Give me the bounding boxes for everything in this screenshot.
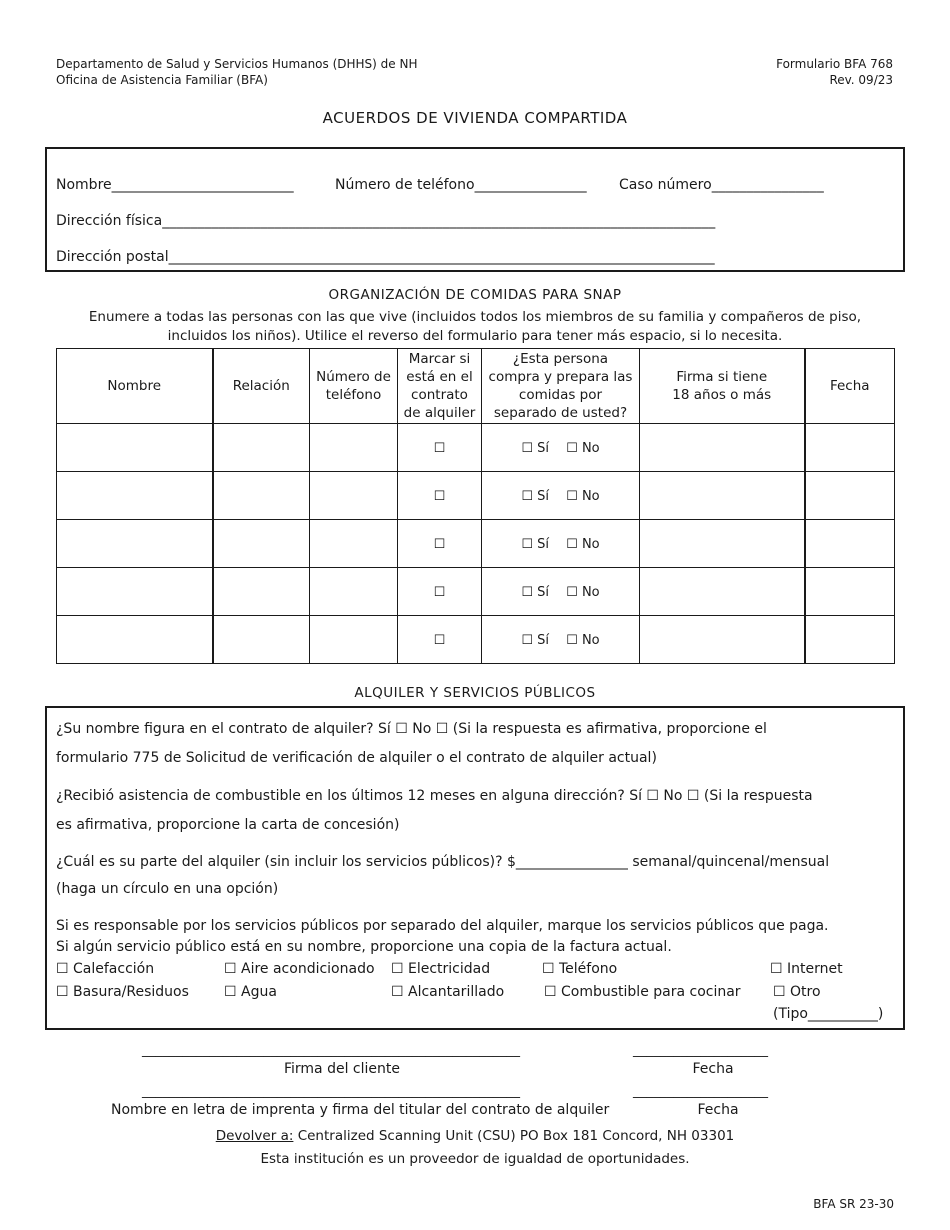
utilities-instructions-line1: Si es responsable por los servicios públicos por separado del alquiler, marque los servicios públicos que paga. [56,918,829,934]
utility-water-checkbox[interactable]: ☐ Agua [224,984,277,1000]
physical-address-label: Dirección física [56,213,163,229]
date-cell[interactable] [805,520,895,568]
yes-checkbox[interactable]: ☐ Sí [521,632,549,648]
utility-cooking-fuel-checkbox[interactable]: ☐ Combustible para cocinar [544,984,741,1000]
lease-checkbox[interactable] [398,472,482,520]
col-date-header: Fecha [805,349,895,424]
col-name-header: Nombre [57,349,213,424]
form-revision: Rev. 09/23 [829,73,893,87]
fuel-question-line2: es afirmativa, proporcione la carta de concesión) [56,817,400,833]
date-cell[interactable] [805,424,895,472]
col-phone-l2: teléfono [325,387,382,403]
col-signature-l1: Firma si tiene [676,369,768,385]
name-cell[interactable] [57,424,213,472]
return-address-text: Centralized Scanning Unit (CSU) PO Box 181 Concord, NH 03301 [293,1128,735,1144]
form-number: Formulario BFA 768 [776,57,893,71]
yes-checkbox[interactable]: ☐ Sí [521,536,549,552]
office-name: Oficina de Asistencia Familiar (BFA) [56,73,268,87]
client-signature-label: Firma del cliente [283,1061,400,1077]
equal-opportunity-statement: Esta institución es un proveedor de igualdad de oportunidades. [260,1151,690,1167]
date-cell[interactable] [805,568,895,616]
household-table-header [57,349,895,424]
utility-phone-checkbox[interactable]: ☐ Teléfono [542,961,618,977]
relation-cell[interactable] [213,520,310,568]
no-checkbox[interactable]: ☐ No [566,632,600,648]
case-number-field[interactable] [619,177,824,193]
table-row [57,424,895,472]
date-cell[interactable] [805,616,895,664]
household-table [56,348,895,664]
phone-cell[interactable] [310,568,398,616]
col-lease-l1: Marcar si [408,351,471,367]
name-label: Nombre [56,177,112,193]
phone-cell[interactable] [310,424,398,472]
utility-other-checkbox[interactable]: ☐ Otro [773,984,821,1000]
lease-checkbox[interactable] [398,520,482,568]
snap-section-title: ORGANIZACIÓN DE COMIDAS PARA SNAP [328,287,622,303]
name-cell[interactable] [57,520,213,568]
case-number-line[interactable]: ________________ [711,177,824,193]
table-row [57,616,895,664]
col-lease-l2: está en el [406,369,473,385]
mailing-address-field[interactable] [56,249,715,265]
phone-label: Número de teléfono [335,177,475,193]
rent-share-question-line1[interactable]: ¿Cuál es su parte del alquiler (sin incluir los servicios públicos)? $________________ semanal/quincenal/mensual [56,854,830,870]
physical-address-line[interactable]: _______________________________________________________________________________ [162,213,716,229]
mailing-address-label: Dirección postal [56,249,169,265]
utility-heating-checkbox[interactable]: ☐ Calefacción [56,961,155,977]
return-address [0,1128,950,1144]
col-phone-header [310,349,398,424]
phone-field[interactable] [335,177,587,193]
name-field[interactable] [56,177,294,193]
relation-cell[interactable] [213,424,310,472]
name-cell[interactable] [57,616,213,664]
lease-question-line1[interactable]: ¿Su nombre figura en el contrato de alquiler? Sí ☐ No ☐ (Si la respuesta es afirmativa, proporcione el [56,721,767,737]
signature-cell[interactable] [640,520,805,568]
lease-checkbox[interactable] [398,616,482,664]
lease-holder-signature-line[interactable]: ________________________________________________________ [142,1083,520,1099]
meals-choice [482,568,640,616]
snap-instructions-line1: Enumere a todas las personas con las que vive (incluidos todos los miembros de su familia y compañeros de piso, [88,309,862,325]
table-row [57,472,895,520]
checkbox-icon[interactable]: ☐ [433,584,446,600]
col-phone-l1: Número de [316,369,391,385]
phone-cell[interactable] [310,472,398,520]
meals-choice [482,616,640,664]
department-name: Departamento de Salud y Servicios Humanos (DHHS) de NH [56,57,418,71]
client-date-line[interactable]: ____________________ [633,1042,768,1058]
client-date-label: Fecha [692,1061,734,1077]
rent-section-title: ALQUILER Y SERVICIOS PÚBLICOS [354,685,596,701]
col-meals-l2: compra y prepara las [488,369,633,385]
signature-cell[interactable] [640,568,805,616]
return-label: Devolver a: [215,1128,294,1144]
fuel-question-line1[interactable]: ¿Recibió asistencia de combustible en los últimos 12 meses en alguna dirección? Sí ☐ No ☐ (Si la respuesta [56,788,813,804]
snap-instructions-line2: incluidos los niños). Utilice el reverso del formulario para tener más espacio, si lo necesita. [167,328,783,344]
col-lease-l4: de alquiler [403,405,476,421]
form-code: BFA SR 23-30 [813,1197,894,1211]
physical-address-field[interactable] [56,213,715,229]
utility-internet-checkbox[interactable]: ☐ Internet [770,961,843,977]
utilities-instructions-line2: Si algún servicio público está en su nombre, proporcione una copia de la factura actual. [56,939,672,955]
relation-cell[interactable] [213,616,310,664]
relation-cell[interactable] [213,568,310,616]
checkbox-icon[interactable]: ☐ [433,536,446,552]
meals-choice [482,520,640,568]
page-title: ACUERDOS DE VIVIENDA COMPARTIDA [322,109,628,127]
name-cell[interactable] [57,472,213,520]
col-lease-header [398,349,482,424]
lease-checkbox[interactable] [398,424,482,472]
col-signature-l2: 18 años o más [672,387,772,403]
meals-choice [482,472,640,520]
signature-cell[interactable] [640,424,805,472]
phone-cell[interactable] [310,616,398,664]
utility-electric-checkbox[interactable]: ☐ Electricidad [391,961,491,977]
utility-trash-checkbox[interactable]: ☐ Basura/Residuos [56,984,189,1000]
utility-sewer-checkbox[interactable]: ☐ Alcantarillado [391,984,505,1000]
case-number-label: Caso número [619,177,712,193]
col-meals-l3: comidas por [518,387,603,403]
meals-choice [482,424,640,472]
phone-cell[interactable] [310,520,398,568]
name-line[interactable]: __________________________ [111,177,294,193]
col-relation-header: Relación [213,349,310,424]
lease-checkbox[interactable] [398,568,482,616]
col-meals-l1: ¿Esta persona [512,351,609,367]
col-lease-l3: contrato [411,387,468,403]
utility-other-type-field[interactable]: (Tipo__________) [773,1006,884,1022]
signature-cell[interactable] [640,616,805,664]
col-meals-l4: separado de usted? [493,405,628,421]
no-checkbox[interactable]: ☐ No [566,440,600,456]
lease-holder-date-label: Fecha [697,1102,739,1118]
name-cell[interactable] [57,568,213,616]
yes-checkbox[interactable]: ☐ Sí [521,488,549,504]
table-row [57,568,895,616]
checkbox-icon[interactable]: ☐ [433,440,446,456]
yes-checkbox[interactable]: ☐ Sí [521,440,549,456]
yes-checkbox[interactable]: ☐ Sí [521,584,549,600]
checkbox-icon[interactable]: ☐ [433,488,446,504]
col-meals-header [482,349,640,424]
checkbox-icon[interactable]: ☐ [433,632,446,648]
signature-cell[interactable] [640,472,805,520]
client-signature-line[interactable]: ________________________________________________________ [142,1042,520,1058]
no-checkbox[interactable]: ☐ No [566,488,600,504]
relation-cell[interactable] [213,472,310,520]
lease-holder-date-line[interactable]: ____________________ [633,1083,768,1099]
mailing-address-line[interactable]: ______________________________________________________________________________ [168,249,715,265]
lease-holder-signature-label: Nombre en letra de imprenta y firma del titular del contrato de alquiler [111,1102,610,1118]
rent-share-question-line2: (haga un círculo en una opción) [56,881,279,897]
col-signature-header [640,349,805,424]
utility-ac-checkbox[interactable]: ☐ Aire acondicionado [224,961,375,977]
no-checkbox[interactable]: ☐ No [566,584,600,600]
date-cell[interactable] [805,472,895,520]
no-checkbox[interactable]: ☐ No [566,536,600,552]
table-row [57,520,895,568]
phone-line[interactable]: ________________ [474,177,587,193]
lease-question-line2: formulario 775 de Solicitud de verificación de alquiler o el contrato de alquiler actual) [56,750,657,766]
